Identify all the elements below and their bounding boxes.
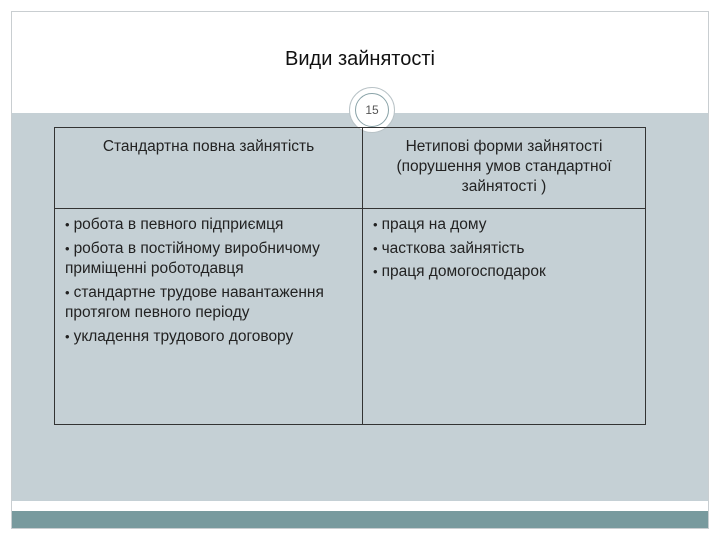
- list-item-text: часткова зайнятість: [381, 239, 525, 257]
- bullet-icon: •: [65, 284, 70, 300]
- list-item-text: праця домогосподарок: [381, 263, 546, 280]
- bullet-icon: •: [373, 217, 378, 232]
- bullet-icon: •: [65, 328, 70, 344]
- atypical-employment-list: [363, 209, 646, 425]
- table-header-row: [55, 128, 646, 209]
- list-item: [65, 283, 354, 324]
- list-item-text: стандартне трудове навантаження протягом певного періоду: [65, 283, 324, 321]
- bullet-icon: •: [373, 240, 378, 256]
- list-item-text: робота в постійному виробничому приміщенні роботодавця: [65, 239, 320, 277]
- header-atypical-employment: Нетипові форми зайнятості (порушення умов стандартної зайнятості ): [363, 128, 646, 209]
- standard-employment-list: [55, 209, 363, 425]
- table-row: [55, 209, 646, 425]
- list-item: [65, 239, 354, 280]
- slide-title: Види зайнятості: [285, 48, 435, 70]
- list-item-text: робота в певного підприємця: [73, 216, 284, 233]
- list-item-text: праця на дому: [381, 216, 487, 233]
- list-item: [373, 239, 637, 260]
- list-item: [65, 327, 354, 348]
- list-item: [373, 215, 637, 236]
- footer-bar: [12, 511, 708, 528]
- bullet-icon: •: [65, 217, 70, 232]
- list-item: [65, 215, 354, 236]
- list-item-text: укладення трудового договору: [73, 327, 294, 345]
- list-item: [373, 262, 637, 283]
- page-number: 15: [355, 93, 389, 127]
- employment-types-table: [54, 127, 646, 425]
- bullet-icon: •: [373, 264, 378, 279]
- header-standard-employment: Стандартна повна зайнятість: [55, 128, 363, 209]
- bullet-icon: •: [65, 240, 70, 256]
